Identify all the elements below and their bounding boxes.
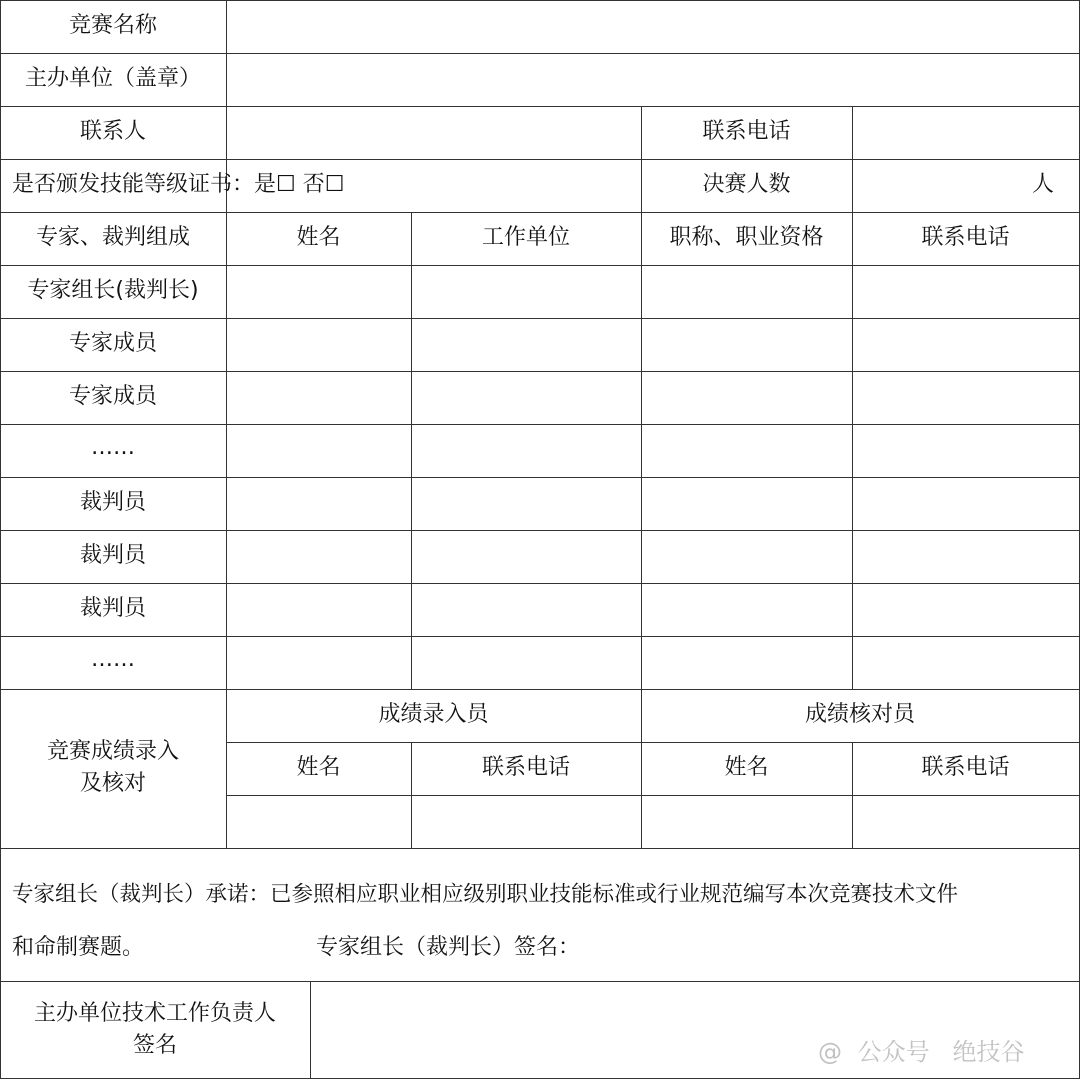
grid-line [0,424,1080,425]
grid-line [852,106,853,212]
grid-line [0,981,1080,982]
row-label-chief-expert: 专家组长(裁判长) [27,278,199,303]
grid-line [0,265,1080,266]
grid-line [0,477,1080,478]
header-title-qualification: 职称、职业资格 [669,225,824,250]
finalists-unit: 人 [1032,172,1055,197]
contact-person-label: 联系人 [79,119,146,144]
grid-line [0,530,1080,531]
row-label-referee: 裁判员 [79,490,146,515]
pledge-text-line2: 和命制赛题。 [12,935,145,960]
grid-line [0,53,1080,54]
grid-line [0,583,1080,584]
checker-name-header: 姓名 [724,755,769,780]
grid-line [310,981,311,1079]
at-sign-icon: @ [818,1038,842,1066]
header-workplace: 工作单位 [481,225,570,250]
score-block-label-line2: 及核对 [79,771,146,796]
checker-phone-header: 联系电话 [921,755,1010,780]
header-name: 姓名 [296,225,341,250]
competition-name-label: 竞赛名称 [68,13,157,38]
row-label-expert-member: 专家成员 [68,384,157,409]
finalists-label: 决赛人数 [702,172,791,197]
entry-clerk-name-header: 姓名 [296,755,341,780]
score-entry-clerk-header: 成绩录入员 [378,702,489,727]
row-label-ellipsis: …… [91,435,135,460]
organizer-label: 主办单位（盖章） [24,66,201,91]
header-phone: 联系电话 [921,225,1010,250]
tech-lead-label-line2: 签名 [132,1033,177,1058]
grid-line [0,159,1080,160]
grid-line [0,848,1080,849]
row-label-expert-member: 专家成员 [68,331,157,356]
tech-lead-label-line1: 主办单位技术工作负责人 [33,1001,276,1026]
grid-line [0,212,1080,213]
grid-line [852,212,853,689]
contact-phone-label: 联系电话 [702,119,791,144]
grid-line [226,795,1080,796]
entry-clerk-phone-header: 联系电话 [481,755,570,780]
grid-line [0,106,1080,107]
watermark-text: 公众号 绝技谷 [857,1038,1025,1066]
score-block-label-line1: 竞赛成绩录入 [46,739,179,764]
grid-line [0,636,1080,637]
grid-line [641,212,642,689]
grid-line [0,0,1080,1]
grid-line [0,318,1080,319]
row-label-ellipsis: …… [91,647,135,672]
grid-line [0,371,1080,372]
row-label-referee: 裁判员 [79,543,146,568]
pledge-text-line1: 专家组长（裁判长）承诺：已参照相应职业相应级别职业技能标准或行业规范编写本次竞赛技术文件 [12,882,959,907]
grid-line [411,212,412,689]
panel-group-label: 专家、裁判组成 [35,225,190,250]
grid-line [0,1078,1080,1079]
watermark [818,1038,1025,1066]
grid-line [226,742,1080,743]
certificate-question: 是否颁发技能等级证书：是☐ 否☐ [12,172,345,197]
row-label-referee: 裁判员 [79,596,146,621]
chief-signature-label: 专家组长（裁判长）签名： [316,935,581,960]
grid-line [0,689,1080,690]
score-checker-header: 成绩核对员 [804,702,915,727]
